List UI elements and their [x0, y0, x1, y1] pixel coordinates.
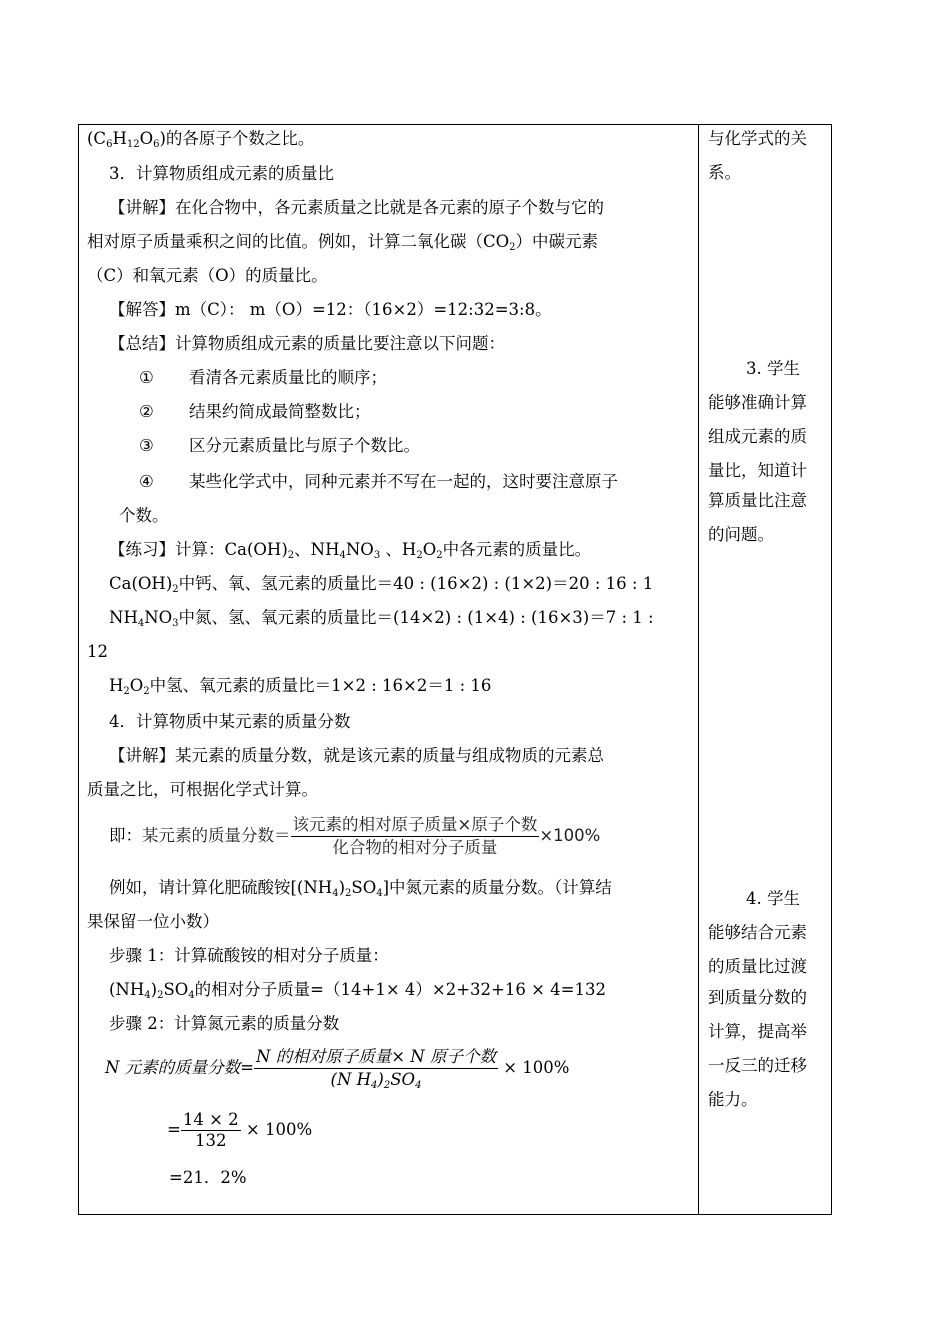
objective-line: 能够准确计算: [708, 393, 807, 412]
exercise-answer-3: $H_2O_2$中氢、氧元素的质量比＝1×2 : 16×2＝1 : 16: [109, 676, 492, 697]
section-heading-3: 3．计算物质组成元素的质量比: [109, 164, 334, 183]
point-4-continued: 个数。: [119, 506, 169, 525]
objective-line: 到质量分数的: [708, 988, 807, 1007]
objective-line: 计算，提高举: [708, 1022, 807, 1041]
objective-line: 的问题。: [708, 525, 774, 544]
line-glucose-ratio: $(C_6H_{12}O_6)$的各原子个数之比。: [87, 129, 315, 150]
objective-line: 系。: [708, 163, 741, 182]
column-divider: [698, 125, 699, 1214]
lesson-table: [78, 124, 832, 1215]
example-line-1: 例如，请计算化肥硫酸铵$[(NH_4)_2SO_4]$中氮元素的质量分数。（计算结: [109, 878, 612, 899]
exercise-answer-2: $NH_4NO_3$中氮、氢、氧元素的质量比＝(14×2) : (1×4) : (16×3)＝7 : 1 :: [109, 608, 654, 629]
step-1-result: $(NH_4)_2SO_4$的相对分子质量=（14+1× 4）×2+32+16 × 4=132: [109, 980, 606, 1001]
objective-line: 能力。: [708, 1090, 758, 1109]
objective-line: 一反三的迁移: [708, 1056, 807, 1075]
explain-line-2: 相对原子质量乘积之间的比值。例如，计算二氧化碳$(CO_2)$中碳元素: [87, 232, 599, 253]
step-1-heading: 步骤 1：计算硫酸铵的相对分子质量：: [109, 946, 389, 965]
point-1-text: 看清各元素质量比的顺序；: [189, 368, 387, 387]
formula-n-fraction: N 元素的质量分数= $\frac{\text{N 的相对原子质量× N 原子个数}}{(N H_4)_2SO_4}$ × 100%: [105, 1047, 570, 1091]
point-4-text: 某些化学式中，同种元素并不写在一起的，这时要注意原子: [189, 472, 618, 491]
exercise-answer-1: $Ca(OH)_2$中钙、氧、氢元素的质量比＝40 : (16×2) : (1×2)＝20 : 16 : 1: [109, 574, 654, 595]
explain-4-line-2: 质量之比，可根据化学式计算。: [87, 780, 318, 799]
summary-line: 【总结】计算物质组成元素的质量比要注意以下问题：: [109, 334, 505, 353]
explain-line-3: （C）和氧元素（O）的质量比。: [87, 266, 328, 285]
exercise-line: 【练习】计算：$Ca(OH)_2$、$NH_4NO_3$ 、$H_2O_2$中各元素的质量比。: [109, 540, 592, 561]
point-3-text: 区分元素质量比与原子个数比。: [189, 436, 420, 455]
point-2-text: 结果约简成最简整数比；: [189, 402, 371, 421]
objective-line: 组成元素的质: [708, 427, 807, 446]
section-heading-4: 4．计算物质中某元素的质量分数: [109, 712, 351, 731]
example-line-2: 果保留一位小数）: [87, 912, 219, 931]
point-2-marker: ②: [139, 402, 154, 421]
explain-line-1: 【讲解】在化合物中，各元素质量之比就是各元素的原子个数与它的: [109, 198, 604, 217]
objective-line: 量比，知道计: [708, 461, 807, 480]
explain-4-line-1: 【讲解】某元素的质量分数，就是该元素的质量与组成物质的元素总: [109, 746, 604, 765]
objective-line: 的质量比过渡: [708, 957, 807, 976]
objective-3-title: 3. 学生: [746, 359, 800, 378]
answer-line: 【解答】m（C）： m（O）=12：（16×2）=12:32=3:8。: [109, 300, 552, 319]
formula-n-value: = $\frac{14 \times 2}{132}$ × 100%: [167, 1110, 313, 1150]
step-2-heading: 步骤 2：计算氮元素的质量分数: [109, 1014, 340, 1033]
objective-line: 能够结合元素: [708, 923, 807, 942]
objective-4-title: 4. 学生: [746, 889, 800, 908]
point-1-marker: ①: [139, 368, 154, 387]
point-4-marker: ④: [139, 472, 154, 491]
point-3-marker: ③: [139, 436, 154, 455]
objective-line: 算质量比注意: [708, 491, 807, 510]
formula-mass-fraction: 即：某元素的质量分数＝ $\frac{\text{该元素的相对原子质量×原子个数}}{\text{化合物的相对分子质量}}$ ×100%: [109, 815, 601, 857]
objective-line: 与化学式的关: [708, 129, 807, 148]
formula-n-result: =21．2%: [169, 1168, 247, 1187]
exercise-answer-2-continued: 12: [87, 642, 108, 661]
